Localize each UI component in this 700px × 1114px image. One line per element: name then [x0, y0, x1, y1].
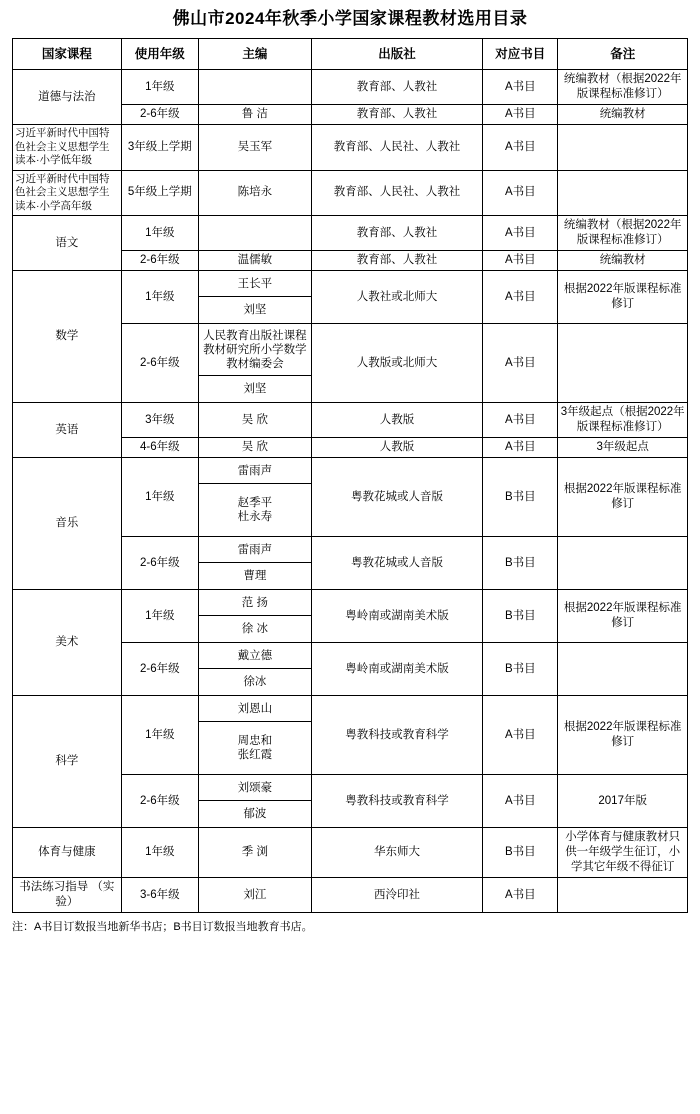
column-header-booklist: 对应书目	[483, 39, 558, 70]
editor-cell	[198, 537, 311, 590]
editor-cell: 鲁 洁	[198, 105, 311, 125]
editor-cell	[198, 590, 311, 643]
subject-cell: 科学	[13, 696, 122, 828]
grade-cell: 1年级	[121, 216, 198, 251]
booklist-cell: A书目	[483, 324, 558, 403]
grade-cell: 2-6年级	[121, 537, 198, 590]
note-cell	[558, 324, 688, 403]
editor-name: 雷雨声	[199, 458, 311, 484]
grade-cell: 2-6年级	[121, 324, 198, 403]
booklist-cell: A书目	[483, 105, 558, 125]
editor-cell: 刘江	[198, 878, 311, 913]
grade-cell: 3-6年级	[121, 878, 198, 913]
subject-cell: 体育与健康	[13, 828, 122, 878]
editor-name: 刘坚	[243, 304, 267, 316]
grade-cell: 1年级	[121, 696, 198, 775]
editor-cell	[198, 70, 311, 105]
grade-cell: 3年级	[121, 403, 198, 438]
subject-cell: 音乐	[13, 458, 122, 590]
grade-cell: 2-6年级	[121, 251, 198, 271]
subject-cell: 习近平新时代中国特色社会主义思想学生读本·小学高年级	[13, 170, 122, 216]
editor-name: 徐冰	[243, 676, 267, 688]
subject-cell: 数学	[13, 271, 122, 403]
grade-cell: 2-6年级	[121, 643, 198, 696]
grade-cell: 2-6年级	[121, 105, 198, 125]
editor-cell	[198, 696, 311, 775]
table-row	[13, 590, 688, 643]
note-cell: 统编教材（根据2022年版课程标准修订）	[558, 70, 688, 105]
editor-name: 范 扬	[199, 590, 311, 616]
editor-name: 刘坚	[243, 383, 267, 395]
booklist-cell: A书目	[483, 775, 558, 828]
publisher-cell: 粤教科技或教育科学	[311, 775, 482, 828]
editor-name: 曹理	[243, 570, 267, 582]
editor-cell	[198, 324, 311, 403]
table-row	[13, 216, 688, 251]
booklist-cell: A书目	[483, 403, 558, 438]
note-cell	[558, 537, 688, 590]
publisher-cell: 粤岭南或湖南美术版	[311, 590, 482, 643]
grade-cell: 1年级	[121, 271, 198, 324]
booklist-cell: A书目	[483, 125, 558, 171]
column-header-editor: 主编	[198, 39, 311, 70]
note-cell: 小学体育与健康教材只供一年级学生征订，小学其它年级不得征订	[558, 828, 688, 878]
booklist-cell: A书目	[483, 271, 558, 324]
booklist-cell: A书目	[483, 70, 558, 105]
note-cell: 3年级起点（根据2022年版课程标准修订）	[558, 403, 688, 438]
grade-cell: 5年级上学期	[121, 170, 198, 216]
table-row	[13, 403, 688, 438]
subject-cell: 英语	[13, 403, 122, 458]
note-cell: 统编教材	[558, 251, 688, 271]
booklist-cell: A书目	[483, 251, 558, 271]
table-row	[13, 828, 688, 878]
subject-cell: 语文	[13, 216, 122, 271]
publisher-cell: 人教版	[311, 403, 482, 438]
booklist-cell: B书目	[483, 590, 558, 643]
editor-name: 雷雨声	[199, 537, 311, 563]
table-row	[13, 70, 688, 105]
subject-cell: 道德与法治	[13, 70, 122, 125]
note-cell: 统编教材（根据2022年版课程标准修订）	[558, 216, 688, 251]
grade-cell: 1年级	[121, 70, 198, 105]
editor-name: 刘颂豪	[199, 775, 311, 801]
publisher-cell: 人教版	[311, 438, 482, 458]
table-row	[13, 458, 688, 537]
note-cell: 统编教材	[558, 105, 688, 125]
note-cell: 2017年版	[558, 775, 688, 828]
table-body	[13, 70, 688, 913]
note-cell	[558, 878, 688, 913]
subject-cell: 书法练习指导 （实验）	[13, 878, 122, 913]
editor-cell: 吴玉军	[198, 125, 311, 171]
editor-cell	[198, 643, 311, 696]
editor-name: 刘恩山	[199, 696, 311, 722]
publisher-cell: 教育部、人民社、人教社	[311, 125, 482, 171]
column-header-subject: 国家课程	[13, 39, 122, 70]
table-row	[13, 696, 688, 775]
note-cell: 根据2022年版课程标准修订	[558, 590, 688, 643]
booklist-cell: B书目	[483, 828, 558, 878]
subject-cell: 美术	[13, 590, 122, 696]
editor-cell: 温儒敏	[198, 251, 311, 271]
table-row	[13, 170, 688, 216]
table-row	[13, 878, 688, 913]
grade-cell: 2-6年级	[121, 775, 198, 828]
note-cell: 根据2022年版课程标准修订	[558, 271, 688, 324]
publisher-cell: 人教社或北师大	[311, 271, 482, 324]
note-cell	[558, 125, 688, 171]
booklist-cell: A书目	[483, 438, 558, 458]
note-cell: 3年级起点	[558, 438, 688, 458]
grade-cell: 1年级	[121, 828, 198, 878]
subject-cell: 习近平新时代中国特色社会主义思想学生读本·小学低年级	[13, 125, 122, 171]
publisher-cell: 粤教花城或人音版	[311, 458, 482, 537]
publisher-cell: 华东师大	[311, 828, 482, 878]
editor-cell: 陈培永	[198, 170, 311, 216]
publisher-cell: 教育部、人民社、人教社	[311, 170, 482, 216]
grade-cell: 1年级	[121, 458, 198, 537]
column-header-note: 备注	[558, 39, 688, 70]
editor-cell	[198, 216, 311, 251]
textbook-catalog-table	[12, 38, 688, 913]
editor-cell	[198, 271, 311, 324]
note-cell	[558, 170, 688, 216]
publisher-cell: 教育部、人教社	[311, 216, 482, 251]
note-cell: 根据2022年版课程标准修订	[558, 696, 688, 775]
editor-cell	[198, 775, 311, 828]
column-header-publisher: 出版社	[311, 39, 482, 70]
booklist-cell: A书目	[483, 878, 558, 913]
editor-name: 王长平	[199, 271, 311, 297]
table-row	[13, 125, 688, 171]
publisher-cell: 人教版或北师大	[311, 324, 482, 403]
editor-name: 郁波	[243, 808, 267, 820]
publisher-cell: 教育部、人教社	[311, 251, 482, 271]
grade-cell: 4-6年级	[121, 438, 198, 458]
editor-cell	[198, 458, 311, 537]
booklist-cell: B书目	[483, 458, 558, 537]
table-header	[13, 39, 688, 70]
booklist-cell: B书目	[483, 643, 558, 696]
editor-name: 周忠和 张红霞	[237, 735, 273, 761]
publisher-cell: 粤教花城或人音版	[311, 537, 482, 590]
publisher-cell: 粤教科技或教育科学	[311, 696, 482, 775]
editor-name: 人民教育出版社课程教材研究所小学数学教材编委会	[199, 324, 311, 376]
booklist-cell: A书目	[483, 170, 558, 216]
publisher-cell: 教育部、人教社	[311, 105, 482, 125]
column-header-grade: 使用年级	[121, 39, 198, 70]
booklist-cell: A书目	[483, 216, 558, 251]
editor-cell: 季 浏	[198, 828, 311, 878]
booklist-cell: A书目	[483, 696, 558, 775]
booklist-cell: B书目	[483, 537, 558, 590]
page-title: 佛山市2024年秋季小学国家课程教材选用目录	[172, 9, 528, 28]
editor-name: 戴立德	[199, 643, 311, 669]
publisher-cell: 教育部、人教社	[311, 70, 482, 105]
table-row	[13, 271, 688, 324]
publisher-cell: 西泠印社	[311, 878, 482, 913]
table-header-row	[13, 39, 688, 70]
editor-name: 徐 冰	[241, 623, 268, 635]
editor-cell: 吴 欣	[198, 403, 311, 438]
grade-cell: 3年级上学期	[121, 125, 198, 171]
note-cell: 根据2022年版课程标准修订	[558, 458, 688, 537]
footnote: 注：A书目订数报当地新华书店；B书目订数报当地教育书店。	[12, 921, 313, 933]
editor-cell: 吴 欣	[198, 438, 311, 458]
grade-cell: 1年级	[121, 590, 198, 643]
note-cell	[558, 643, 688, 696]
publisher-cell: 粤岭南或湖南美术版	[311, 643, 482, 696]
editor-name: 赵季平 杜永寿	[237, 497, 273, 523]
